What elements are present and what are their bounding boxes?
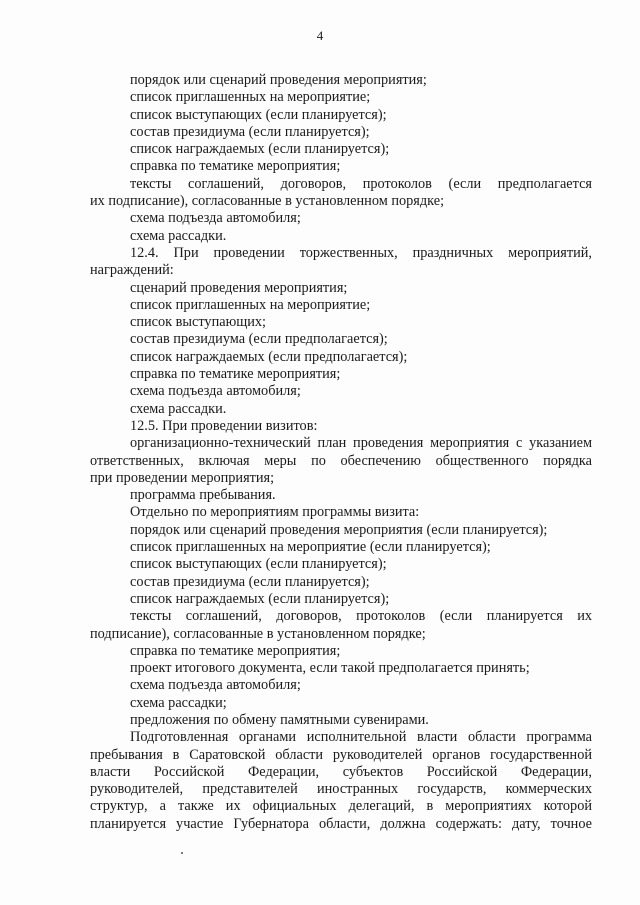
text-line: схема рассадки;	[130, 694, 227, 711]
text-line: при проведении мероприятия;	[90, 469, 275, 486]
text-line: их подписание), согласованные в установленном порядке;	[90, 193, 445, 210]
text-line: предложения по обмену памятными сувенирами.	[130, 711, 429, 728]
text-line: сценарий проведения мероприятия;	[130, 279, 348, 296]
text-line: организационно-технический план проведения мероприятия с указанием	[130, 435, 592, 452]
text-line: схема рассадки.	[130, 400, 227, 417]
text-line: проект итогового документа, если такой предполагается принять;	[130, 660, 530, 677]
text-line: тексты соглашений, договоров, протоколов (если предполагается	[130, 175, 592, 192]
text-line: 12.5. При проведении визитов:	[130, 417, 318, 434]
text-line: справка по тематике мероприятия;	[130, 366, 341, 383]
text-line: список награждаемых (если предполагается);	[130, 348, 408, 365]
text-line: список выступающих (если планируется);	[130, 106, 387, 123]
text-line: 12.4. При проведении торжественных, праздничных мероприятий,	[130, 244, 592, 261]
text-line: подписание), согласованные в установленном порядке;	[90, 625, 426, 642]
text-line: Подготовленная органами исполнительной власти области программа	[130, 729, 592, 746]
text-line: схема рассадки.	[130, 227, 227, 244]
text-line: справка по тематике мероприятия;	[130, 642, 341, 659]
text-line: список приглашенных на мероприятие (если планируется);	[130, 539, 491, 556]
text-line: пребывания в Саратовской области руководителей органов государственной	[90, 746, 592, 763]
text-line: планируется участие Губернатора области, должна содержать: дату, точное	[90, 815, 592, 832]
text-line: Отдельно по мероприятиям программы визита:	[130, 504, 420, 521]
text-line: список награждаемых (если планируется);	[130, 590, 390, 607]
text-line: руководителей, представителей иностранных государств, коммерческих	[90, 781, 592, 798]
text-line: список приглашенных на мероприятие;	[130, 89, 371, 106]
text-line: схема подъезда автомобиля;	[130, 677, 301, 694]
scan-speck	[181, 852, 183, 854]
text-line: порядок или сценарий проведения мероприятия;	[130, 72, 427, 88]
text-line: порядок или сценарий проведения мероприятия (если планируется);	[130, 521, 548, 538]
text-line: схема подъезда автомобиля;	[130, 210, 301, 227]
text-line: тексты соглашений, договоров, протоколов (если планируется их	[130, 608, 592, 625]
page-number: 4	[316, 28, 324, 43]
text-line: список награждаемых (если планируется);	[130, 141, 390, 158]
text-line: награждений:	[90, 262, 174, 279]
text-line: схема подъезда автомобиля;	[130, 383, 301, 400]
text-line: список приглашенных на мероприятие;	[130, 296, 371, 313]
text-line: состав президиума (если предполагается);	[130, 331, 388, 348]
text-line: состав президиума (если планируется);	[130, 123, 370, 140]
text-line: список выступающих (если планируется);	[130, 556, 387, 573]
text-line: ответственных, включая меры по обеспечению общественного порядка	[90, 452, 592, 469]
document-body	[90, 72, 592, 833]
text-line: структур, а также их официальных делегаций, в мероприятиях которой	[90, 798, 592, 815]
text-line: власти Российской Федерации, субъектов Российской Федерации,	[90, 763, 592, 780]
text-line: справка по тематике мероприятия;	[130, 158, 341, 175]
text-line: список выступающих;	[130, 314, 267, 331]
text-line: программа пребывания.	[130, 487, 276, 504]
text-line: состав президиума (если планируется);	[130, 573, 370, 590]
